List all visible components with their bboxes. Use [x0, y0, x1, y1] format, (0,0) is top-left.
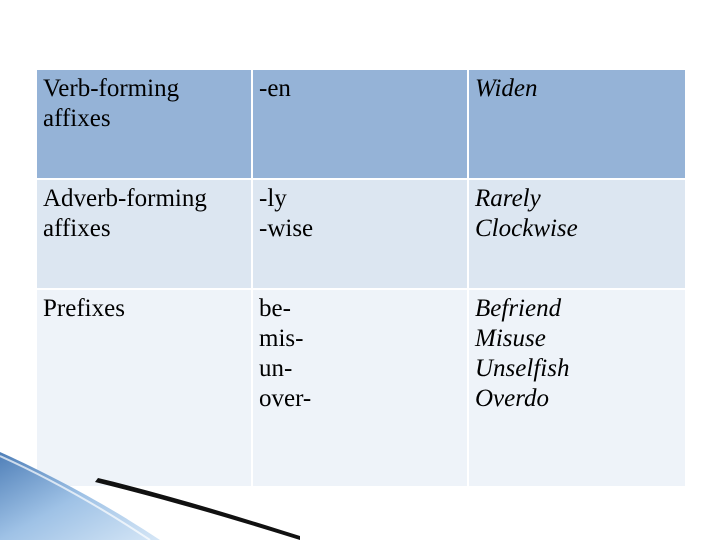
example-cell — [468, 289, 686, 487]
category-text: affixes — [43, 215, 111, 242]
affix-text: un- — [259, 355, 293, 382]
slide-corner-decoration — [0, 440, 300, 540]
category-text: Adverb-forming — [43, 185, 207, 212]
table-row-verb-forming — [36, 69, 686, 179]
affix-text: over- — [259, 385, 312, 412]
example-cell — [468, 179, 686, 289]
category-text: Verb-forming — [43, 75, 180, 102]
affix-text: -ly — [259, 185, 287, 212]
category-cell — [36, 179, 252, 289]
affix-cell — [252, 179, 468, 289]
affix-text: mis- — [259, 325, 304, 352]
affix-text: -en — [259, 75, 291, 102]
category-text: Prefixes — [43, 295, 125, 322]
affix-text: -wise — [259, 215, 314, 242]
example-text: Befriend — [475, 295, 562, 322]
example-text: Unselfish — [475, 355, 570, 382]
example-text: Rarely — [475, 185, 541, 212]
affix-cell — [252, 69, 468, 179]
category-text: affixes — [43, 105, 111, 132]
example-text: Misuse — [475, 325, 546, 352]
category-cell — [36, 69, 252, 179]
example-text: Overdo — [475, 385, 550, 412]
example-text: Clockwise — [475, 215, 578, 242]
example-cell — [468, 69, 686, 179]
table-row-adverb-forming — [36, 179, 686, 289]
affix-text: be- — [259, 295, 291, 322]
example-text: Widen — [475, 75, 538, 102]
affix-table — [35, 68, 687, 488]
